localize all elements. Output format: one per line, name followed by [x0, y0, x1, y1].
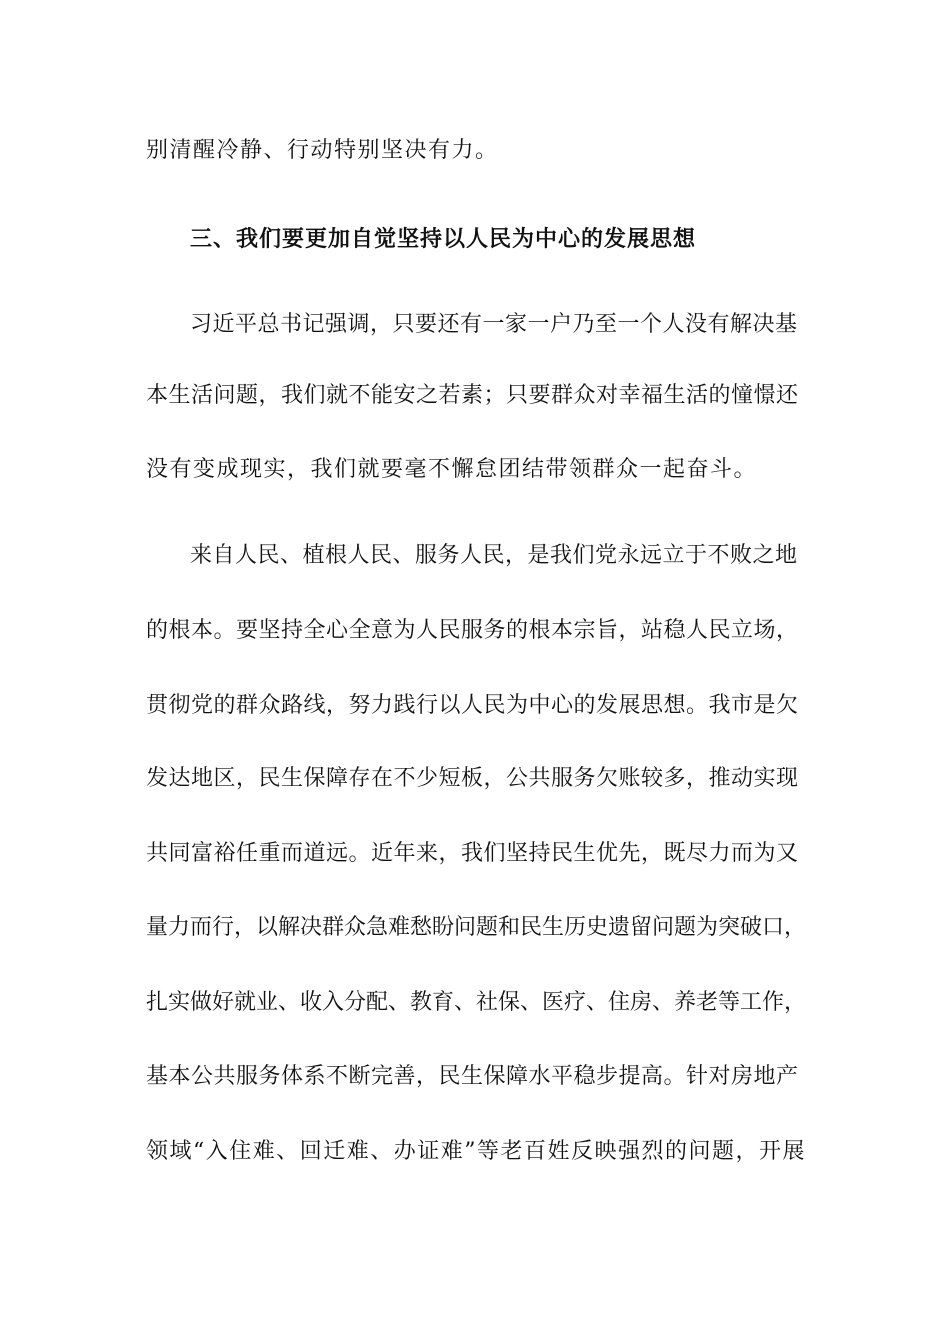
- paragraph-line: 共同富裕任重而道远。近年来，我们坚持民生优先，既尽力而为又: [146, 841, 799, 866]
- paragraph-line: 领域“入住难、回迁难、办证难”等老百姓反映强烈的问题，开展: [146, 1139, 806, 1164]
- paragraph-line: 的根本。要坚持全心全意为人民服务的根本宗旨，站稳人民立场，: [146, 618, 799, 643]
- paragraph-line: 没有变成现实，我们就要毫不懈怠团结带领群众一起奋斗。: [146, 457, 758, 482]
- paragraph-line: 来自人民、植根人民、服务人民，是我们党永远立于不败之地: [190, 543, 798, 568]
- paragraph-line: 扎实做好就业、收入分配、教育、社保、医疗、住房、养老等工作，: [146, 990, 807, 1015]
- paragraph-line: 别清醒冷静、行动特别坚决有力。: [146, 138, 499, 163]
- paragraph-line: 发达地区，民生保障存在不少短板，公共服务欠账较多，推动实现: [146, 766, 799, 791]
- paragraph-line: 本生活问题，我们就不能安之若素；只要群众对幸福生活的憧憬还: [146, 383, 799, 408]
- section-heading: 三、我们要更加自觉坚持以人民为中心的发展思想: [190, 227, 697, 252]
- paragraph-line: 习近平总书记强调，只要还有一家一户乃至一个人没有解决基: [190, 312, 798, 337]
- paragraph-line: 基本公共服务体系不断完善，民生保障水平稳步提高。针对房地产: [146, 1064, 799, 1089]
- paragraph-line: 量力而行，以解决群众急难愁盼问题和民生历史遗留问题为突破口，: [146, 915, 807, 940]
- paragraph-line: 贯彻党的群众路线，努力践行以人民为中心的发展思想。我市是欠: [146, 693, 799, 718]
